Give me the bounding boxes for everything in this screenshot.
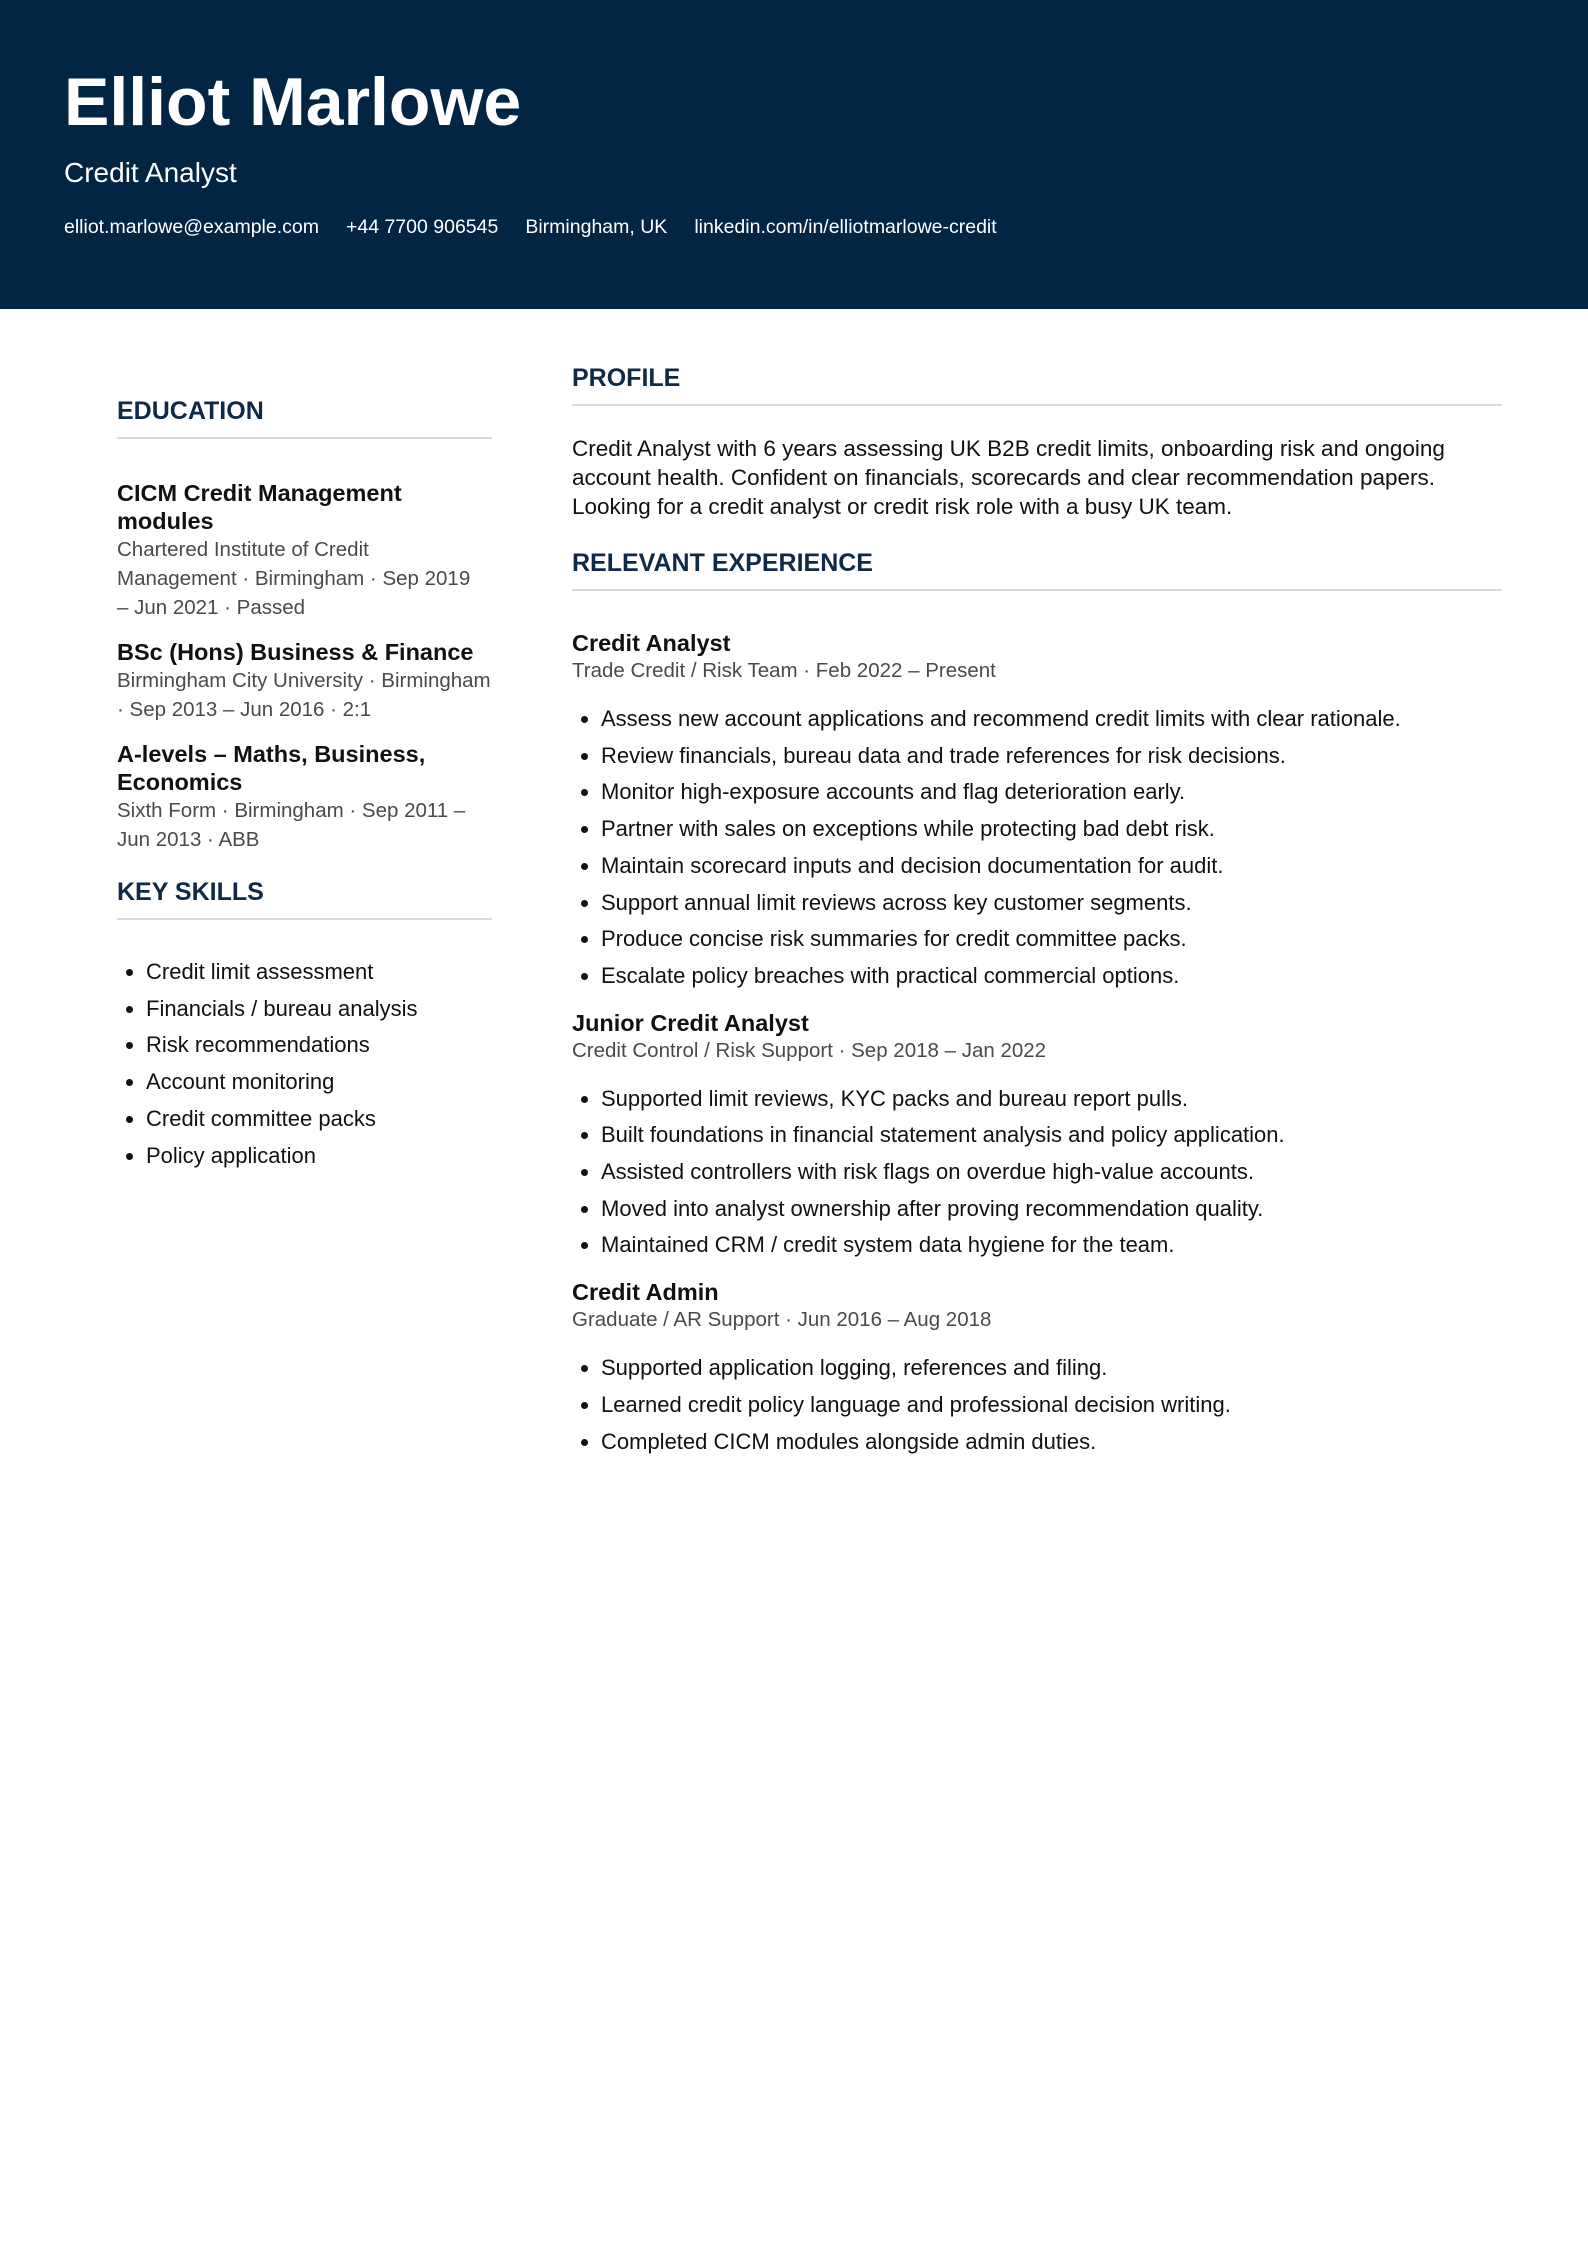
- job-bullet: • Partner with sales on exceptions while protecting bad debt risk.: [601, 811, 1502, 848]
- job-meta: Credit Control / Risk Support · Sep 2018 – Jan 2022: [572, 1038, 1047, 1062]
- job-bullet: • Escalate policy breaches with practical commercial options.: [601, 958, 1502, 995]
- education-title: A-levels – Maths, Business, Economics: [117, 741, 426, 795]
- skill-item: • Account monitoring: [146, 1064, 492, 1101]
- job-bullet: • Assisted controllers with risk flags on overdue high-value accounts.: [601, 1154, 1502, 1191]
- job-entry: [572, 629, 1502, 995]
- job-bullet: • Maintain scorecard inputs and decision documentation for audit.: [601, 848, 1502, 885]
- job-entry: [572, 1278, 1502, 1460]
- profile-summary: Credit Analyst with 6 years assessing UK B2B credit limits, onboarding risk and ongoing account health. Confident on financials, scorecards and clear recommendation papers. Looking for a credit analyst or credit risk role with a busy UK team.: [572, 436, 1445, 519]
- candidate-name: Elliot Marlowe: [64, 64, 522, 140]
- job-bullet: • Maintained CRM / credit system data hygiene for the team.: [601, 1227, 1502, 1264]
- job-title: Credit Admin: [572, 1279, 719, 1306]
- job-bullet: • Review financials, bureau data and trade references for risk decisions.: [601, 738, 1502, 775]
- job-bullets: [572, 1350, 1502, 1460]
- linkedin-link[interactable]: linkedin.com/in/elliotmarlowe-credit: [694, 216, 997, 238]
- skill-item: • Risk recommendations: [146, 1027, 492, 1064]
- profile-heading: PROFILE: [572, 362, 1502, 406]
- skill-item: • Credit committee packs: [146, 1101, 492, 1138]
- job-bullets: [572, 701, 1502, 995]
- education-title: BSc (Hons) Business & Finance: [117, 639, 474, 665]
- resume-header: [0, 0, 1588, 309]
- job-bullet: • Supported application logging, references and filing.: [601, 1350, 1502, 1387]
- education-heading: EDUCATION: [117, 395, 492, 439]
- education-item: [117, 638, 492, 724]
- education-title: CICM Credit Management modules: [117, 480, 402, 534]
- experience-heading: RELEVANT EXPERIENCE: [572, 547, 1502, 591]
- skill-item: • Credit limit assessment: [146, 954, 492, 991]
- education-meta: Chartered Institute of Credit Management · Birmingham · Sep 2019 – Jun 2021 · Passed: [117, 538, 471, 619]
- location: Birmingham, UK: [525, 216, 668, 238]
- skill-item: • Policy application: [146, 1138, 492, 1175]
- job-bullets: [572, 1081, 1502, 1265]
- skills-list: [117, 954, 492, 1174]
- right-column: [572, 362, 1502, 1460]
- job-bullet: • Completed CICM modules alongside admin duties.: [601, 1424, 1502, 1461]
- phone-number: +44 7700 906545: [345, 216, 499, 238]
- education-item: [117, 479, 477, 622]
- contact-bar: [64, 214, 997, 240]
- job-bullet: • Supported limit reviews, KYC packs and bureau report pulls.: [601, 1081, 1502, 1118]
- education-meta: Birmingham City University · Birmingham · Sep 2013 – Jun 2016 · 2:1: [117, 669, 491, 721]
- skill-item: • Financials / bureau analysis: [146, 991, 492, 1028]
- email-link[interactable]: elliot.marlowe@example.com: [64, 216, 319, 238]
- key-skills-heading: KEY SKILLS: [117, 876, 492, 920]
- job-bullet: • Support annual limit reviews across key customer segments.: [601, 885, 1502, 922]
- education-item: [117, 740, 492, 854]
- candidate-role: Credit Analyst: [64, 157, 237, 188]
- job-entry: [572, 1009, 1502, 1265]
- job-meta: Graduate / AR Support · Jun 2016 – Aug 2018: [572, 1308, 992, 1332]
- job-bullet: • Monitor high-exposure accounts and flag deterioration early.: [601, 774, 1502, 811]
- job-bullet: • Moved into analyst ownership after proving recommendation quality.: [601, 1191, 1502, 1228]
- job-bullet: • Assess new account applications and recommend credit limits with clear rationale.: [601, 701, 1502, 738]
- left-column: [117, 395, 492, 1174]
- job-bullet: • Learned credit policy language and professional decision writing.: [601, 1387, 1502, 1424]
- job-meta: Trade Credit / Risk Team · Feb 2022 – Present: [572, 659, 996, 682]
- education-meta: Sixth Form · Birmingham · Sep 2011 – Jun 2013 · ABB: [117, 799, 466, 851]
- job-bullet: • Built foundations in financial statement analysis and policy application.: [601, 1117, 1502, 1154]
- job-title: Credit Analyst: [572, 630, 731, 656]
- job-bullet: • Produce concise risk summaries for credit committee packs.: [601, 921, 1502, 958]
- job-title: Junior Credit Analyst: [572, 1009, 809, 1036]
